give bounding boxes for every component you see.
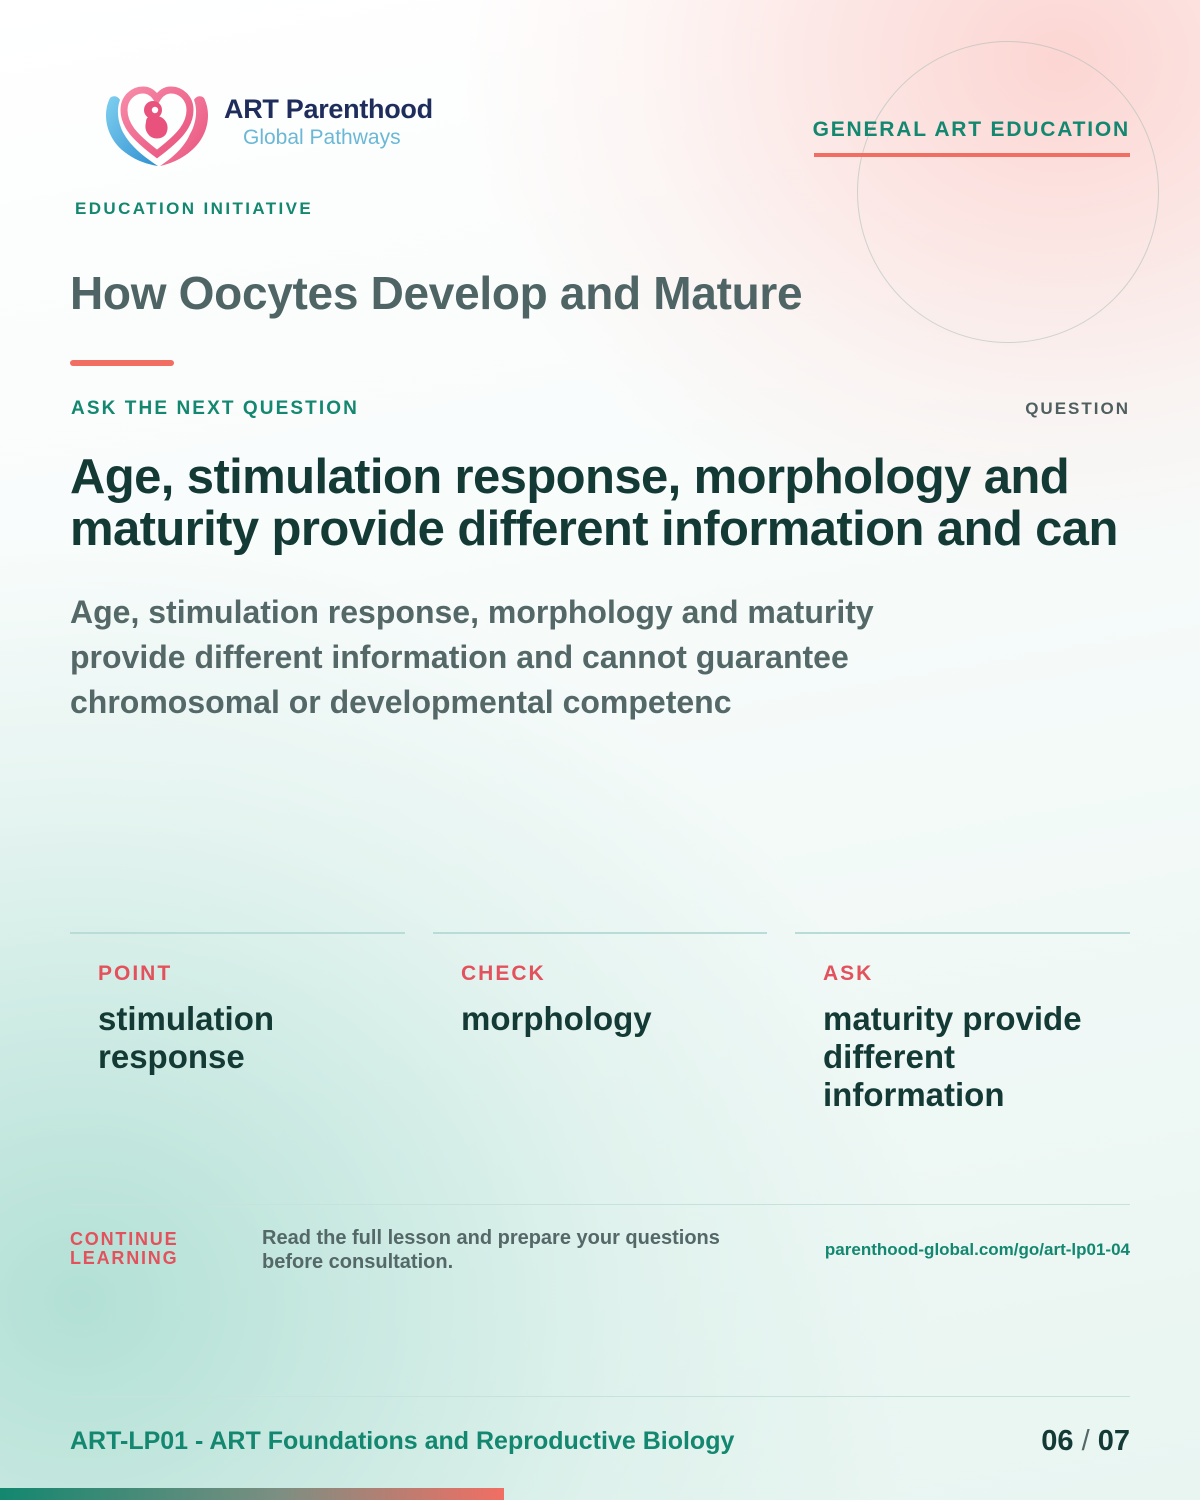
page-current: 06 [1041, 1425, 1074, 1457]
point-value: stimulation response [98, 1000, 275, 1075]
category-label: GENERAL ART EDUCATION [812, 118, 1130, 141]
progress-bar [0, 1488, 504, 1500]
ask-value: maturity provide different information [823, 1000, 1082, 1113]
cta-text: Read the full lesson and prepare your questions before consultation. [262, 1227, 720, 1273]
check-column [433, 932, 767, 1162]
ask-column [795, 932, 1130, 1162]
ask-label: ASK [823, 962, 874, 985]
prompt-label: ASK THE NEXT QUESTION [71, 398, 359, 419]
course-title: ART-LP01 - ART Foundations and Reproductive Biology [70, 1427, 735, 1455]
page-separator: / [1081, 1425, 1090, 1457]
page-total: 07 [1097, 1425, 1130, 1457]
page-indicator [1041, 1425, 1130, 1458]
brand-subtitle: Global Pathways [243, 126, 401, 149]
check-label: CHECK [461, 962, 546, 985]
lesson-link[interactable]: parenthood-global.com/go/art-lp01-04 [824, 1240, 1130, 1259]
title-accent-bar [70, 360, 174, 366]
check-value: morphology [461, 1000, 652, 1037]
continue-learning-label: CONTINUE LEARNING [70, 1229, 179, 1268]
brand-name: ART Parenthood [224, 94, 433, 124]
headline: Age, stimulation response, morphology and maturity provide different information and can [70, 450, 1118, 556]
point-column [70, 932, 405, 1162]
footer-divider [70, 1396, 1130, 1397]
brand-tagline: EDUCATION INITIATIVE [75, 199, 314, 218]
decorative-circle [857, 41, 1159, 343]
page-title: How Oocytes Develop and Mature [70, 267, 803, 319]
category-underline [814, 153, 1130, 157]
body-text: Age, stimulation response, morphology and maturity provide different information and cannot guarantee chromosomal or developmental competenc [70, 594, 874, 720]
point-label: POINT [98, 962, 173, 985]
question-label: QUESTION [1025, 399, 1130, 418]
divider [70, 1204, 1130, 1205]
hands-heart-baby-logo-icon [100, 74, 216, 172]
